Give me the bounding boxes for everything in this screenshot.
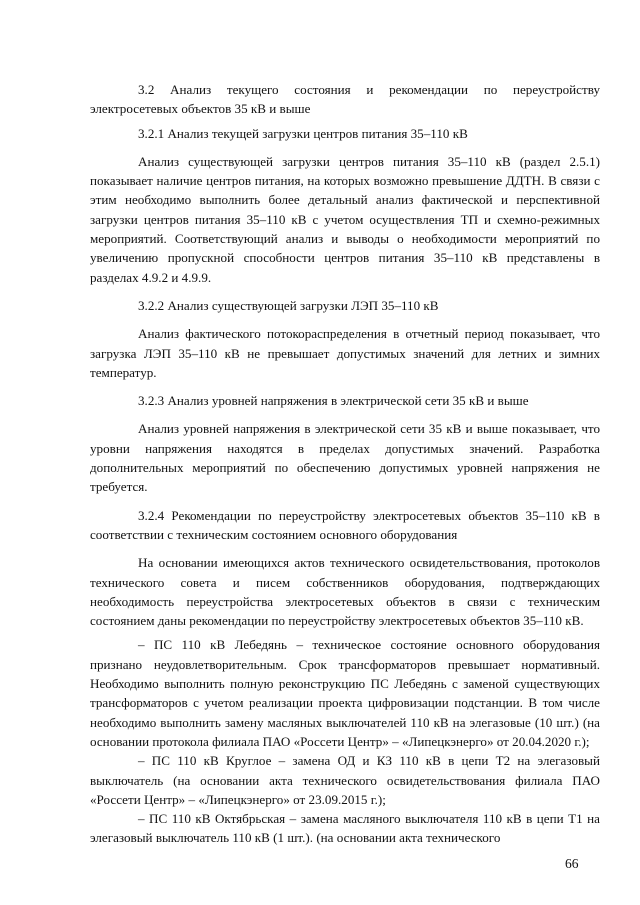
paragraph-3-2-2: Анализ фактического потокораспределения в отчетный период показывает, что загрузка ЛЭП 35–110 кВ не превышает допустимых значений для летних и зимних температур. — [90, 326, 600, 380]
subsection-heading-3-2-3: 3.2.3 Анализ уровней напряжения в электрической сети 35 кВ и выше — [138, 393, 529, 409]
page-number: 66 — [565, 856, 579, 871]
list-item: – ПС 110 кВ Октябрьская – замена масляного выключателя 110 кВ в цепи Т1 на элегазовый выключатель 110 кВ (1 шт.). (на основании акта технического — [90, 811, 600, 846]
paragraph-3-2-3: Анализ уровней напряжения в электрической сети 35 кВ и выше показывает, что уровни напряжения находятся в пределах допустимых значений. Разработка дополнительных мероприятий по обеспечению допустимых уровней напряжения не требуется. — [90, 421, 600, 495]
subsection-heading-3-2-4: 3.2.4 Рекомендации по переустройству электросетевых объектов 35–110 кВ в соответствии с техническим состоянием основного оборудования — [90, 507, 600, 542]
subsection-heading-3-2-2: 3.2.2 Анализ существующей загрузки ЛЭП 35–110 кВ — [138, 297, 439, 313]
document-page — [90, 80, 600, 848]
subsection-heading-3-2-1: 3.2.1 Анализ текущей загрузки центров питания 35–110 кВ — [138, 125, 468, 141]
section-heading-3-2: 3.2 Анализ текущего состояния и рекомендации по переустройству электросетевых объектов 35 кВ и выше — [90, 82, 600, 117]
list-item: – ПС 110 кВ Лебедянь – техническое состояние основного оборудования признано неудовлетворительным. Срок трансформаторов превышает нормативный. Необходимо выполнить полную реконструкцию ПС Лебедянь с заменой существующих трансформаторов с учетом реализации проекта цифровизации подстанции. В том числе необходимо выполнить замену масляных выключателей 110 кВ на элегазовые (10 шт.) (на основании протокола филиала ПАО «Россети Центр» – «Липецкэнерго» от 20.04.2020 г.); — [90, 637, 600, 749]
paragraph-3-2-1: Анализ существующей загрузки центров питания 35–110 кВ (раздел 2.5.1) показывает наличие центров питания, на которых возможно превышение ДДТН. В связи с этим необходимо выполнить более детальный анализ фактической и перспективной загрузки центров питания 35–110 кВ с учетом осуществления ТП и схемно-режимных мероприятий. Соответствующий анализ и выводы о необходимости мероприятий по увеличению пропускной способности центров питания 35–110 кВ представлены в разделах 4.9.2 и 4.9.9. — [90, 153, 600, 285]
paragraph-3-2-4: На основании имеющихся актов технического освидетельствования, протоколов технического совета и писем собственников оборудования, подтверждающих необходимость переустройства электросетевых объектов в связи с техническим состоянием даны рекомендации по переустройству электросетевых объектов 35–110 кВ. — [90, 555, 600, 629]
list-item: – ПС 110 кВ Круглое – замена ОД и КЗ 110 кВ в цепи Т2 на элегазовый выключатель (на основании акта технического освидетельствования филиала ПАО «Россети Центр» – «Липецкэнерго» от 23.09.2015 г.); — [90, 753, 600, 807]
